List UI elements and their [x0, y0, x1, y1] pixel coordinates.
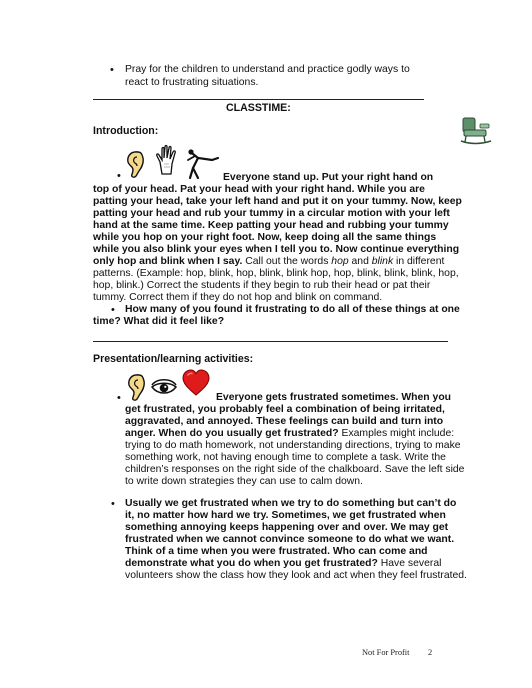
- pres-plain-line-1: something work, not having enough time to complete a task. Write the: [125, 452, 446, 463]
- classtime-heading: CLASSTIME:: [226, 102, 291, 114]
- word-blink: blink: [371, 256, 394, 267]
- eye-icon: [149, 376, 179, 398]
- pres-bold-line-2: aggravated, and annoyed. These feelings can build and turn into: [125, 416, 444, 427]
- pres-bold-line-0: Everyone gets frustrated sometimes. When you: [216, 392, 452, 403]
- intro-bold-line-6: while you also blink your eyes when I tell you to. Now continue everything: [93, 244, 460, 255]
- intro-plain-line-2: tummy. Correct them if they do not hop and blink on command.: [93, 292, 383, 303]
- intro-mixed-rest-a: Call out the words: [242, 256, 332, 267]
- pres-plain-line-0: trying to do math homework, not understanding directions, trying to make: [125, 440, 461, 451]
- pres-plain-line-2: children’s responses on the right side of the chalkboard. Save the left side: [125, 464, 465, 475]
- top-divider: [93, 99, 424, 100]
- heart-icon: [181, 369, 211, 397]
- intro-plain-line-0: patterns. (Example: hop, blink, hop, blink, blink hop, hop, blink, blink, blink, hop,: [93, 268, 459, 279]
- introduction-heading: Introduction:: [93, 125, 159, 137]
- intro-bold-line-0: Everyone stand up. Put your right hand on: [223, 172, 434, 183]
- intro-mixed-rest-c: in different: [393, 256, 445, 267]
- rocking-chair-icon: [458, 116, 494, 146]
- section-divider: [93, 341, 448, 342]
- intro-bold-line-1: top of your head. Pat your head with your right hand. While you are: [93, 184, 425, 195]
- pres-mixed-bold: anger. When do you usually get frustrated?: [125, 428, 339, 439]
- intro-mixed-line: [93, 256, 444, 268]
- pres2-bold-line-0: Usually we get frustrated when we try to do something but can’t do: [125, 498, 457, 509]
- bullet: •: [117, 392, 121, 404]
- pres-plain-line-3: to write down strategies they can use to calm down.: [125, 476, 363, 487]
- pres2-mixed-line: [125, 558, 441, 570]
- pres2-bold-line-3: frustrated when we cannot convince someone to do what we want.: [125, 534, 455, 545]
- intro-bold-line-2: patting your head, take your left hand and put it on your tummy. Now, keep: [93, 196, 462, 207]
- ear-icon: [125, 372, 147, 402]
- ear-icon: [124, 149, 146, 179]
- intro-mixed-bold: only hop and blink when I say.: [93, 256, 243, 267]
- intro-bold-line-3: patting your head and rub your tummy in a circular motion with your left: [93, 208, 450, 219]
- word-hop: hop: [331, 256, 349, 267]
- pres2-bold-line-1: it, no matter how hard we try. Sometimes, we get frustrated when: [125, 510, 446, 521]
- hand-icon: [154, 144, 180, 176]
- intro-bold-line-5: while you hop on your right foot. Now, keep doing all the same things: [93, 232, 437, 243]
- intro-question-line-1: time? What did it feel like?: [93, 316, 225, 327]
- pres2-bold-line-2: something annoying keeps happening over and over. We may get: [125, 522, 449, 533]
- intro-question-line-0: How many of you found it frustrating to do all of these things at one: [125, 304, 460, 315]
- pres2-mixed-bold: demonstrate what you do when you get frustrated?: [125, 558, 378, 569]
- pres2-bold-line-4: Think of a time when you were frustrated. Who can come and: [125, 546, 428, 557]
- prayer-line-1: Pray for the children to understand and practice godly ways to: [125, 64, 410, 75]
- bullet: •: [117, 170, 121, 182]
- intro-bold-line-4: hand at the same time. Keep patting your head and rubbing your tummy: [93, 220, 449, 231]
- pres2-plain-last: volunteers show the class how they look and act when they feel frustrated.: [125, 570, 467, 581]
- pres-bold-line-1: get frustrated, you probably feel a combination of being irritated,: [125, 404, 445, 415]
- stretching-figure-icon: [184, 148, 220, 180]
- footer-label: Not For Profit: [362, 648, 410, 657]
- bullet: •: [111, 304, 115, 316]
- bullet: •: [110, 64, 114, 76]
- presentation-heading: Presentation/learning activities:: [93, 353, 254, 365]
- prayer-line-2: react to frustrating situations.: [125, 77, 259, 88]
- pres-mixed-rest: Examples might include:: [338, 428, 455, 439]
- intro-mixed-rest-b: and: [348, 256, 372, 267]
- pres-mixed-line: [125, 428, 454, 440]
- page-number: 2: [428, 648, 433, 657]
- pres2-mixed-rest: Have several: [377, 558, 442, 569]
- bullet: •: [111, 498, 115, 510]
- intro-plain-line-1: hop, blink.) Correct the students if they begin to rub their head or pat their: [93, 280, 431, 291]
